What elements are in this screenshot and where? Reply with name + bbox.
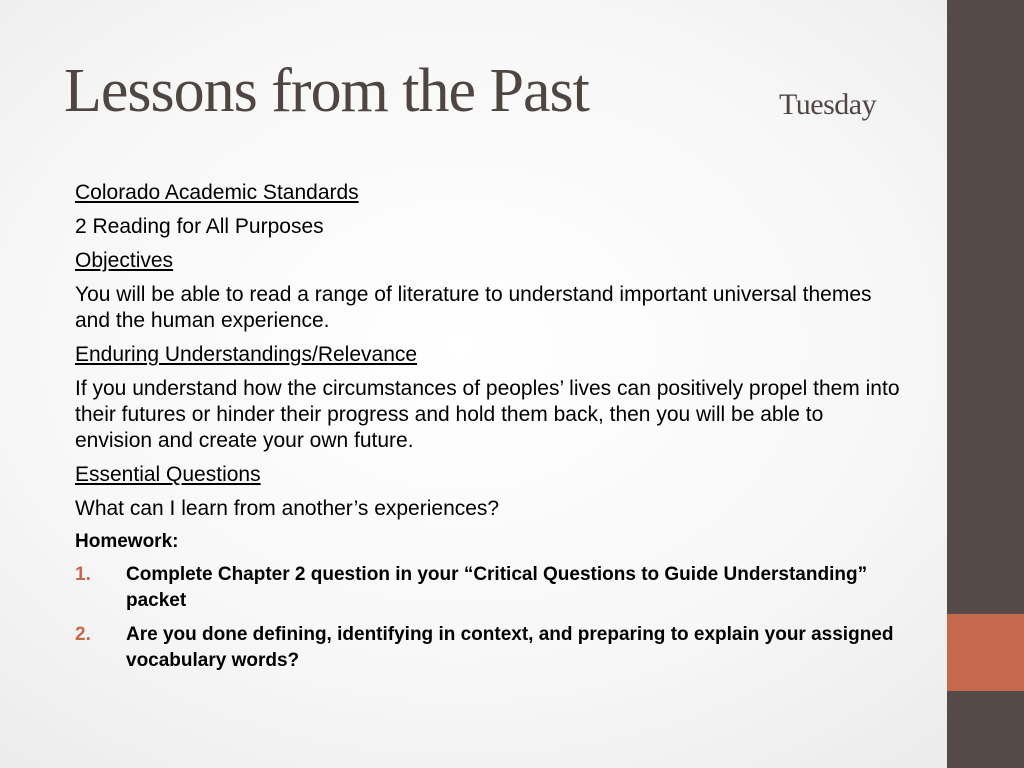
slide-body (75, 180, 905, 682)
list-number: 1. (75, 564, 91, 585)
homework-item (75, 562, 916, 614)
homework-item-text: Are you done defining, identifying in context, and preparing to explain your assigned vocabulary words? (126, 624, 894, 671)
standards-heading: Colorado Academic Standards (75, 181, 359, 204)
essential-heading: Essential Questions (75, 463, 261, 486)
homework-item-text: Complete Chapter 2 question in your “Critical Questions to Guide Understanding” packet (126, 564, 868, 611)
accent-block (947, 614, 1024, 691)
sidebar-decoration (947, 0, 1024, 768)
essential-text: What can I learn from another’s experiences? (75, 497, 500, 520)
enduring-heading: Enduring Understandings/Relevance (75, 343, 418, 366)
list-number: 2. (75, 624, 91, 645)
homework-item (75, 622, 916, 674)
homework-label: Homework: (75, 531, 179, 552)
objectives-text: You will be able to read a range of literature to understand important universal themes and the human experience. (75, 283, 872, 332)
standards-text: 2 Reading for All Purposes (75, 215, 324, 238)
enduring-text: If you understand how the circumstances of peoples’ lives can positively propel them into their futures or hinder their progress and hold them back, then you will be able to envision and create your own future. (75, 377, 900, 452)
title-text: Lessons from the Past (64, 57, 589, 125)
day-label: Tuesday (779, 88, 877, 121)
objectives-heading: Objectives (75, 249, 174, 272)
slide-title (64, 57, 904, 140)
homework-list (75, 562, 905, 674)
